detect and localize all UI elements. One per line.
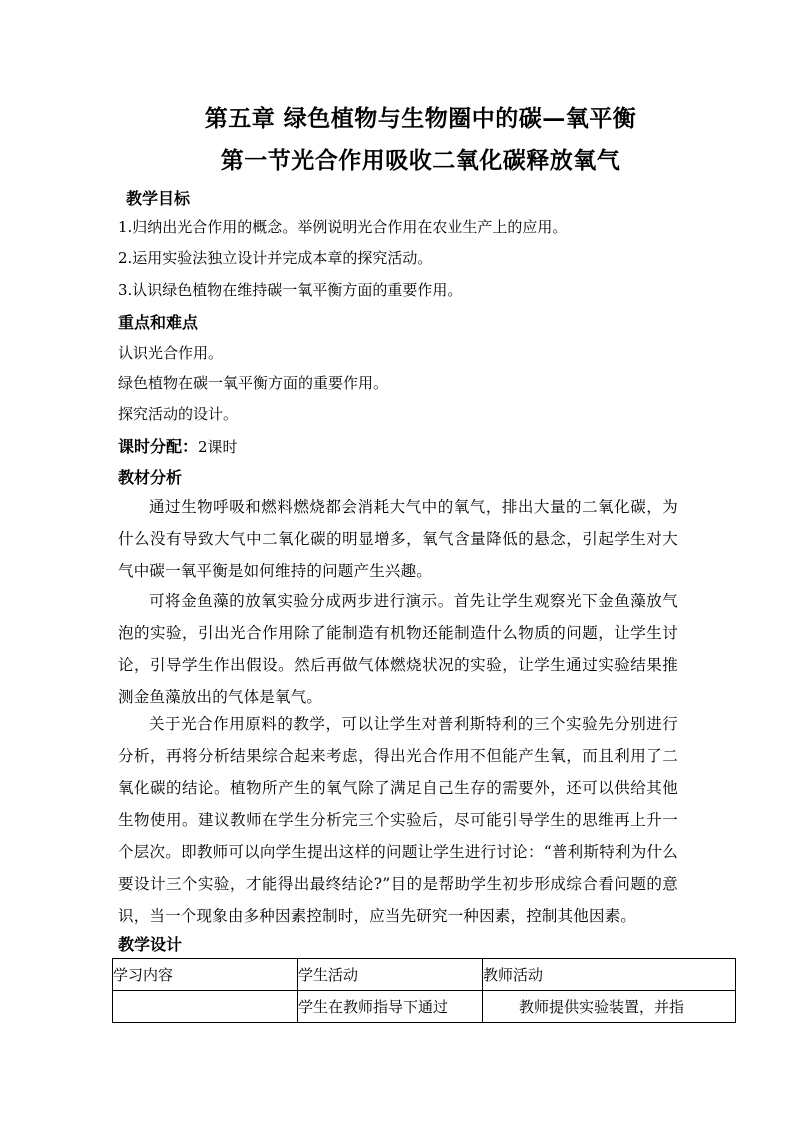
teaching-design-table (112, 958, 736, 1023)
table-header-cell: 教师活动 (483, 959, 736, 991)
analysis-paragraph-2: 可将金鱼藻的放氧实验分成两步进行演示。首先让学生观察光下金鱼藻放气泡的实验，引出光合作用除了能制造有机物还能制造什么物质的问题，让学生讨论，引导学生作出假设。然后再做气体燃烧状况的实验，让学生通过实验结果推测金鱼藻放出的气体是氧气。 (118, 592, 678, 706)
table-header-cell: 学生活动 (298, 959, 483, 991)
design-heading: 教学设计 (118, 935, 183, 954)
chapter-title: 第五章 绿色植物与生物圈中的碳—氧平衡 (204, 105, 637, 132)
objective-item-2: 2.运用实验法独立设计并完成本章的探究活动。 (118, 249, 433, 267)
objectives-heading: 教学目标 (126, 189, 191, 208)
key-point-item-1: 认识光合作用。 (118, 344, 224, 362)
analysis-paragraph-3: 关于光合作用原料的教学，可以让学生对普利斯特利的三个实验先分别进行分析，再将分析结果综合起来考虑，得出光合作用不但能产生氧，而且利用了二氧化碳的结论。植物所产生的氧气除了满足自己生存的需要外，还可以供给其他生物使用。建议教师在学生分析完三个实验后，尽可能引导学生的思维再上升一个层次。即教师可以向学生提出这样的问题让学生进行讨论：“普利斯特利为什么要设计三个实验，才能得出最终结论?”目的是帮助学生初步形成综合看问题的意识，当一个现象由多种因素控制时，应当先研究一种因素，控制其他因素。 (118, 715, 678, 925)
objective-item-1: 1.归纳出光合作用的概念。举例说明光合作用在农业生产上的应用。 (118, 218, 568, 236)
table-cell: 学生在教师指导下通过 (298, 991, 483, 1023)
table-row (113, 991, 736, 1023)
schedule-value: 2课时 (198, 438, 238, 456)
schedule-line (118, 434, 238, 457)
objective-item-3: 3.认识绿色植物在维持碳一氧平衡方面的重要作用。 (118, 281, 463, 299)
schedule-label: 课时分配： (118, 437, 199, 456)
analysis-heading: 教材分析 (118, 468, 183, 487)
table-cell (113, 991, 298, 1023)
table-header-row (113, 959, 736, 991)
analysis-paragraph-1: 通过生物呼吸和燃料燃烧都会消耗大气中的氧气，排出大量的二氧化碳，为什么没有导致大气中二氧化碳的明显增多，氧气含量降低的悬念，引起学生对大气中碳一氧平衡是如何维持的问题产生兴趣。 (118, 498, 678, 580)
key-points-heading: 重点和难点 (118, 313, 199, 332)
section-title: 第一节光合作用吸收二氧化碳释放氧气 (220, 147, 621, 174)
table-header-cell: 学习内容 (113, 959, 298, 991)
table-cell: 教师提供实验装置，并指 (483, 991, 736, 1023)
key-point-item-3: 探究活动的设计。 (118, 405, 239, 423)
key-point-item-2: 绿色植物在碳一氧平衡方面的重要作用。 (118, 374, 389, 392)
